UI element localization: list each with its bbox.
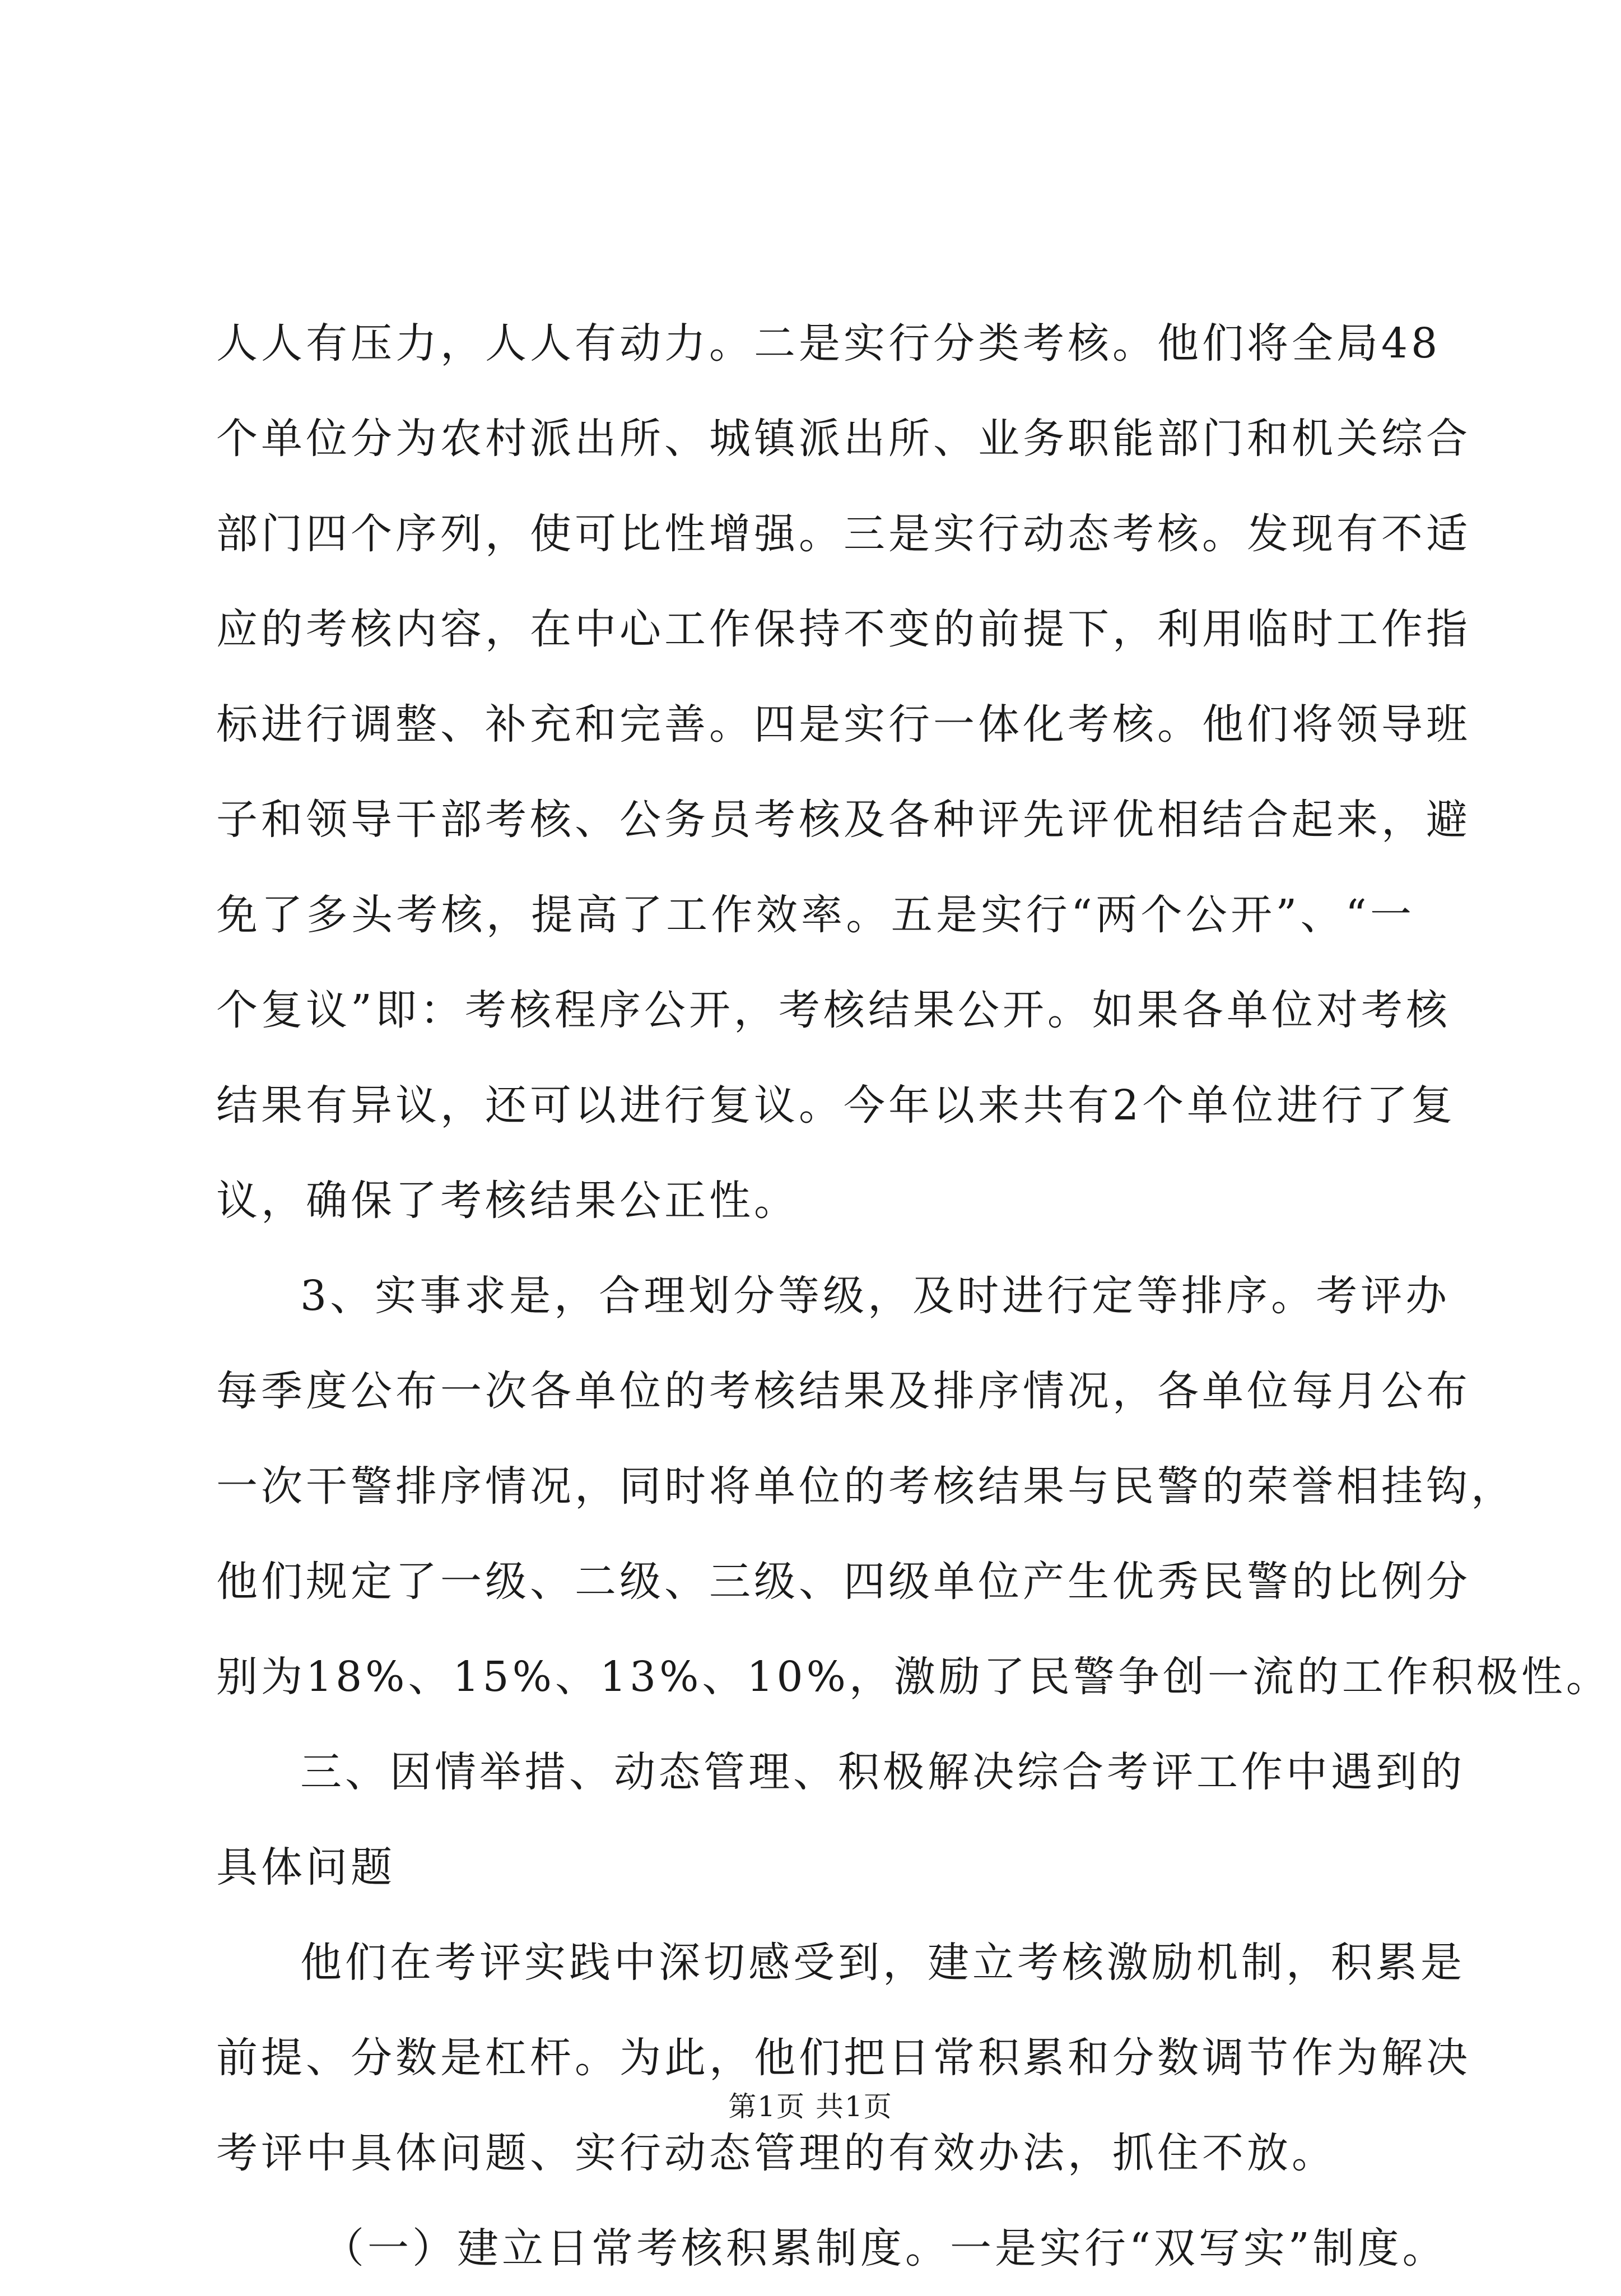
subsection-heading-line: （一）建立日常考核积累制度。一是实行“双写实”制度。 [323,2224,1447,2272]
text-line: 一次干警排序情况，同时将单位的考核结果与民警的荣誉相挂钩， [216,1462,1516,1510]
section-heading-line: 具体问题 [216,1843,395,1891]
text-line: 子和领导干部考核、公务员考核及各种评先评优相结合起来，避 [216,796,1471,844]
section-heading-line: 三、因情举措、动态管理、积极解决综合考评工作中遇到的 [300,1748,1465,1796]
paragraph-start-line: 他们在考评实践中深切感受到，建立考核激励机制，积累是 [300,1939,1465,1987]
page-number-footer: 第1页 共1页 [728,2090,893,2123]
text-line: 应的考核内容，在中心工作保持不变的前提下，利用临时工作指 [216,605,1471,653]
text-line: 部门四个序列，使可比性增强。三是实行动态考核。发现有不适 [216,510,1471,558]
text-line: 他们规定了一级、二级、三级、四级单位产生优秀民警的比例分 [216,1558,1471,1606]
document-body [216,296,1611,2296]
paragraph-start-line: 3、实事求是，合理划分等级，及时进行定等排序。考评办 [300,1272,1451,1320]
text-line: 人人有压力，人人有动力。二是实行分类考核。他们将全局48 [216,319,1441,368]
text-line: 议，确保了考核结果公正性。 [216,1177,799,1225]
text-line: 免了多头考核，提高了工作效率。五是实行“两个公开”、“一 [216,891,1415,939]
text-line: 标进行调整、补充和完善。四是实行一体化考核。他们将领导班 [216,700,1471,749]
text-line: 前提、分数是杠杆。为此，他们把日常积累和分数调节作为解决 [216,2034,1471,2082]
text-line: 别为18%、15%、13%、10%，激励了民警争创一流的工作积极性。 [216,1653,1611,1701]
text-line: 考评中具体问题、实行动态管理的有效办法，抓住不放。 [216,2129,1336,2177]
text-line: 每季度公布一次各单位的考核结果及排序情况，各单位每月公布 [216,1367,1471,1415]
text-line: 结果有异议，还可以进行复议。今年以来共有2个单位进行了复 [216,1081,1456,1130]
text-line: 个复议”即：考核程序公开，考核结果公开。如果各单位对考核 [216,986,1451,1034]
text-line: 个单位分为农村派出所、城镇派出所、业务职能部门和机关综合 [216,415,1471,463]
